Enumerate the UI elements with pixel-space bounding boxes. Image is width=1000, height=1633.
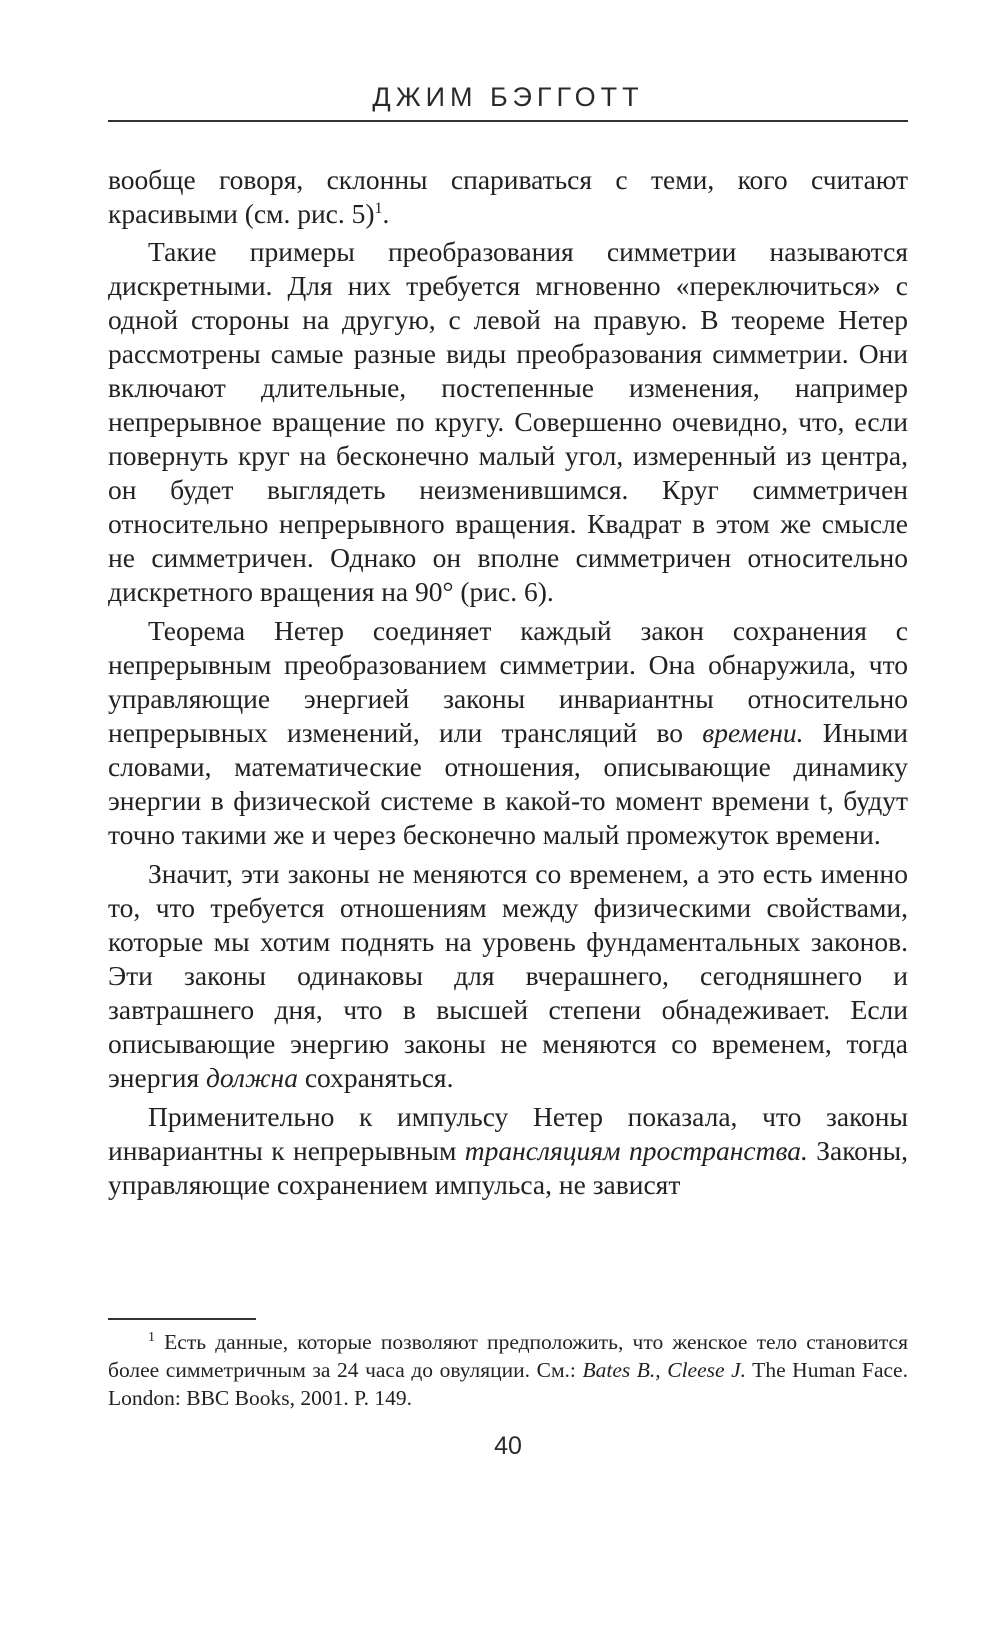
paragraph-tail: .	[382, 198, 390, 229]
paragraph-text: Применительно к импульсу Нетер показала, что законы инвариантны к непрерывным	[108, 1101, 908, 1166]
paragraph-text: Иными словами, математические отношения, описывающие динамику энергии в физической системе в какой-то момент времени t, будут точно такими же и через бесконечно малый промежуток времени.	[108, 717, 908, 850]
paragraph-text: Значит, эти законы не меняются со временем, а это есть именно то, что требуется отношениям между физическими свойствами, которые мы хотим поднять на уровень фундаментальных законов. Эти законы одинаковы для вчерашнего, сегодняшнего и завтрашнего дня, что в высшей степени обнадеживает. Если описывающие энергию законы не меняются со временем, тогда энергия	[108, 858, 908, 1093]
paragraph-noether-energy	[108, 614, 908, 852]
footnote-citation: The Human Face. London: BBC Books, 2001. P. 149.	[108, 1358, 908, 1410]
header-rule	[108, 120, 908, 122]
paragraph-laws-unchanged	[108, 857, 908, 1095]
paragraph-text: Теорема Нетер соединяет каждый закон сохранения с непрерывным преобразованием симметрии. Она обнаружила, что управляющие энергией законы инвариантны относительно непрерывных изменений, или трансляций во	[108, 615, 908, 748]
page-number: 40	[494, 1432, 522, 1460]
footnote-authors: Bates B., Cleese J.	[582, 1358, 747, 1382]
emphasis-text: должна	[206, 1062, 298, 1093]
running-head: ДЖИМ БЭГГОТТ	[372, 82, 644, 112]
body-text	[108, 163, 908, 1202]
footnote	[108, 1328, 908, 1412]
footnote-text: Есть данные, которые позволяют предположить, что женское тело становится более симметричным за 24 часа до овуляции. См.:	[108, 1330, 908, 1382]
emphasis-text: трансляциям пространства.	[464, 1135, 808, 1166]
paragraph-text: вообще говоря, склонны спариваться с теми, кого считают красивыми (см. рис. 5)	[108, 164, 908, 229]
footnote-rule	[108, 1318, 256, 1320]
emphasis-text: времени.	[702, 717, 804, 748]
footnote-marker: 1	[148, 1329, 155, 1345]
paragraph-continuation	[108, 163, 908, 231]
paragraph-text: сохраняться.	[297, 1062, 454, 1093]
paragraph-text: Законы, управляющие сохранением импульса, не зависят	[108, 1135, 909, 1200]
paragraph-symmetry-types: Такие примеры преобразования симметрии называются дискретными. Для них требуется мгновенно «переключиться» с одной стороны на другую, с левой на правую. В теореме Нетер рассмотрены самые разные виды преобразования симметрии. Они включают длительные, постепенные изменения, например непрерывное вращение по кругу. Совершенно очевидно, что, если повернуть круг на бесконечно малый угол, измеренный из центра, он будет выглядеть неизменившимся. Круг симметричен относительно непрерывного вращения. Квадрат в этом же смысле не симметричен. Однако он вполне симметричен относительно дискретного вращения на 90° (рис. 6).	[108, 236, 908, 607]
footnote-reference[interactable]: 1	[374, 199, 383, 217]
paragraph-momentum	[108, 1100, 908, 1202]
